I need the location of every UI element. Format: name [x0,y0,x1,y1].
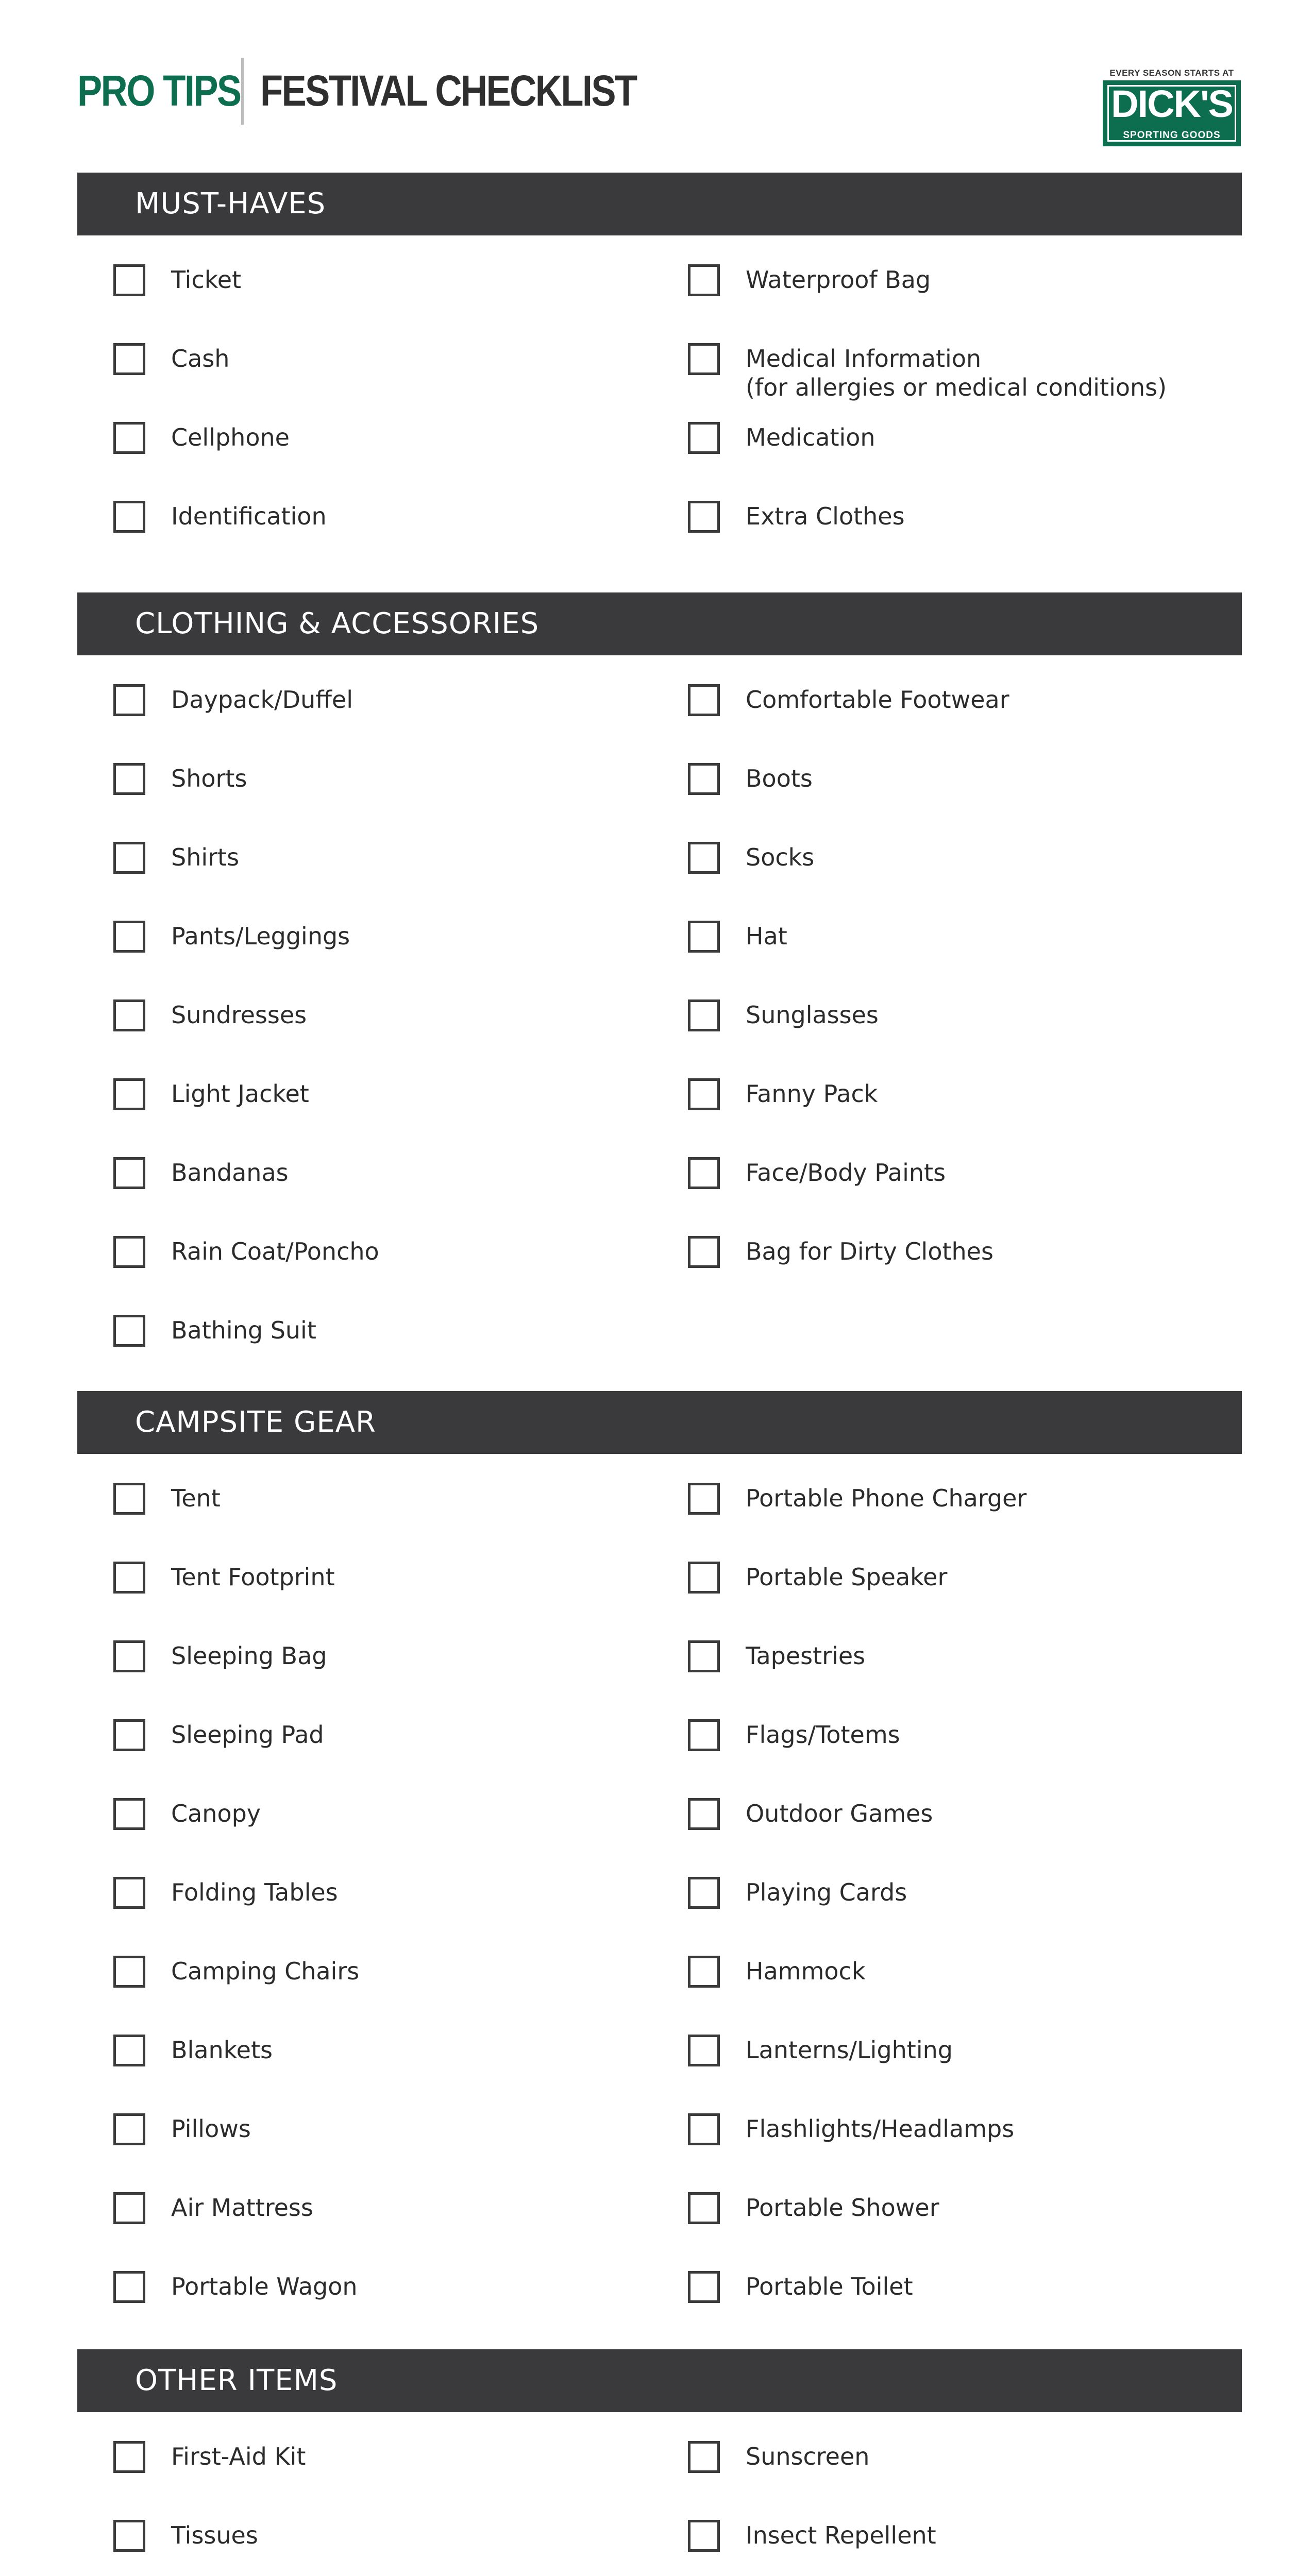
dicks-logo[interactable] [1102,68,1242,148]
checkbox[interactable] [688,1157,720,1189]
checkbox[interactable] [113,921,145,953]
checkbox[interactable] [113,1483,145,1515]
checkbox[interactable] [688,2113,720,2145]
checklist-item-label: Ticket [171,266,242,294]
checkbox[interactable] [113,1315,145,1347]
checklist-item-label: Portable Phone Charger [746,1484,1027,1512]
checkbox[interactable] [113,842,145,874]
checkbox[interactable] [113,1877,145,1909]
logo-subtitle: SPORTING GOODS [1123,130,1221,141]
checkbox[interactable] [688,1719,720,1751]
checkbox[interactable] [113,1157,145,1189]
section-header: MUST-HAVES [77,173,1242,235]
checkbox[interactable] [113,2113,145,2145]
checkbox[interactable] [688,1640,720,1672]
checklist-item-label: Outdoor Games [746,1800,933,1827]
checkbox[interactable] [688,1236,720,1268]
checkbox[interactable] [113,2035,145,2066]
checklist-item-label: Folding Tables [171,1878,338,1906]
checklist-item-label: Daypack/Duffel [171,686,353,714]
checkbox[interactable] [688,422,720,454]
checklist-item-label: Pants/Leggings [171,922,350,950]
checklist-item-label: Bag for Dirty Clothes [746,1238,993,1265]
checkbox[interactable] [688,1078,720,1110]
logo-box [1103,80,1241,146]
checklist-item-label: Socks [746,843,815,871]
checkbox[interactable] [113,763,145,795]
checklist-item-label: Blankets [171,2036,273,2064]
checkbox[interactable] [113,999,145,1031]
checkbox[interactable] [113,1798,145,1830]
checkbox[interactable] [113,501,145,533]
checkbox[interactable] [113,2520,145,2552]
checklist-item-label: Cash [171,345,230,372]
checklist-item-label: Portable Wagon [171,2273,358,2300]
checkbox[interactable] [113,264,145,296]
checklist-item-label: Sundresses [171,1001,307,1029]
checkbox[interactable] [688,684,720,716]
checklist-item-label: Rain Coat/Poncho [171,1238,379,1265]
checklist-item-label: Cellphone [171,423,290,451]
checklist-item-label: Portable Shower [746,2194,939,2222]
section-header: CAMPSITE GEAR [77,1391,1242,1454]
checklist-item-label: Camping Chairs [171,1957,360,1985]
logo-tagline: EVERY SEASON STARTS AT [1109,68,1234,78]
checkbox[interactable] [113,1562,145,1594]
checkbox[interactable] [113,2192,145,2224]
checklist-item-label: Identification [171,502,327,530]
checklist-item-label: Portable Speaker [746,1563,948,1591]
checkbox[interactable] [688,2192,720,2224]
checkbox[interactable] [688,1877,720,1909]
checklist-item-label: Medication [746,423,875,451]
checkbox[interactable] [688,2035,720,2066]
title-divider [241,58,244,125]
checkbox[interactable] [688,2520,720,2552]
checklist-item-label: Bathing Suit [171,1316,316,1344]
checklist-item-label: Face/Body Paints [746,1159,946,1187]
checkbox[interactable] [113,1236,145,1268]
checkbox[interactable] [113,422,145,454]
checklist-item-label: Hammock [746,1957,866,1985]
checklist-item-label: Shorts [171,765,247,792]
checklist-item-label: Extra Clothes [746,502,905,530]
checkbox[interactable] [113,1078,145,1110]
checkbox[interactable] [688,1956,720,1988]
section-header: OTHER ITEMS [77,2349,1242,2412]
checklist-item-label: Sleeping Bag [171,1642,327,1670]
checkbox[interactable] [113,1956,145,1988]
checkbox[interactable] [688,999,720,1031]
checklist-item-label: Flashlights/Headlamps [746,2115,1015,2143]
checklist-item-label: Shirts [171,843,240,871]
checklist-item-label: Sunscreen [746,2443,870,2470]
checklist-item-label: Lanterns/Lighting [746,2036,953,2064]
checkbox[interactable] [688,1562,720,1594]
checkbox[interactable] [688,501,720,533]
checklist-item-label: Bandanas [171,1159,289,1187]
checklist-item-label: Portable Toilet [746,2273,913,2300]
checklist-item-label: Sunglasses [746,1001,879,1029]
checklist-item-label: Playing Cards [746,1878,907,1906]
checklist-item-label: Tapestries [746,1642,866,1670]
checklist-item-label: Waterproof Bag [746,266,931,294]
checklist-item-label: Light Jacket [171,1080,309,1108]
checklist-item-label: Medical Information (for allergies or medical conditions) [746,345,1167,401]
checklist-item-label: Pillows [171,2115,251,2143]
section-header: CLOTHING & ACCESSORIES [77,592,1242,655]
checkbox[interactable] [688,842,720,874]
pro-tips-label: PRO TIPS [77,66,241,115]
checklist-item-label: Boots [746,765,813,792]
checkbox[interactable] [688,763,720,795]
page-header [77,57,1242,149]
checklist-item-label: Sleeping Pad [171,1721,324,1749]
page-title: FESTIVAL CHECKLIST [260,66,636,115]
checklist-item-label: First-Aid Kit [171,2443,306,2470]
checklist-item-label: Canopy [171,1800,261,1827]
checklist-item-label: Flags/Totems [746,1721,900,1749]
checkbox[interactable] [113,1719,145,1751]
checkbox[interactable] [113,2271,145,2303]
checkbox[interactable] [688,343,720,375]
checklist-item-label: Hat [746,922,787,950]
checkbox[interactable] [688,1483,720,1515]
checklist-item-label: Fanny Pack [746,1080,878,1108]
logo-wordmark: DICK'S [1111,82,1233,125]
checkbox[interactable] [688,1798,720,1830]
checkbox[interactable] [113,343,145,375]
checkbox[interactable] [113,684,145,716]
checklist-item-label: Tent [171,1484,221,1512]
checkbox[interactable] [688,264,720,296]
checkbox[interactable] [113,1640,145,1672]
checklist-item-label: Air Mattress [171,2194,313,2222]
checkbox[interactable] [688,2441,720,2473]
checklist-item-label: Insect Repellent [746,2521,936,2549]
checklist-item-label: Comfortable Footwear [746,686,1009,714]
checkbox[interactable] [688,921,720,953]
checklist-item-label: Tissues [171,2521,258,2549]
checkbox[interactable] [688,2271,720,2303]
checklist-item-label: Tent Footprint [171,1563,335,1591]
checkbox[interactable] [113,2441,145,2473]
